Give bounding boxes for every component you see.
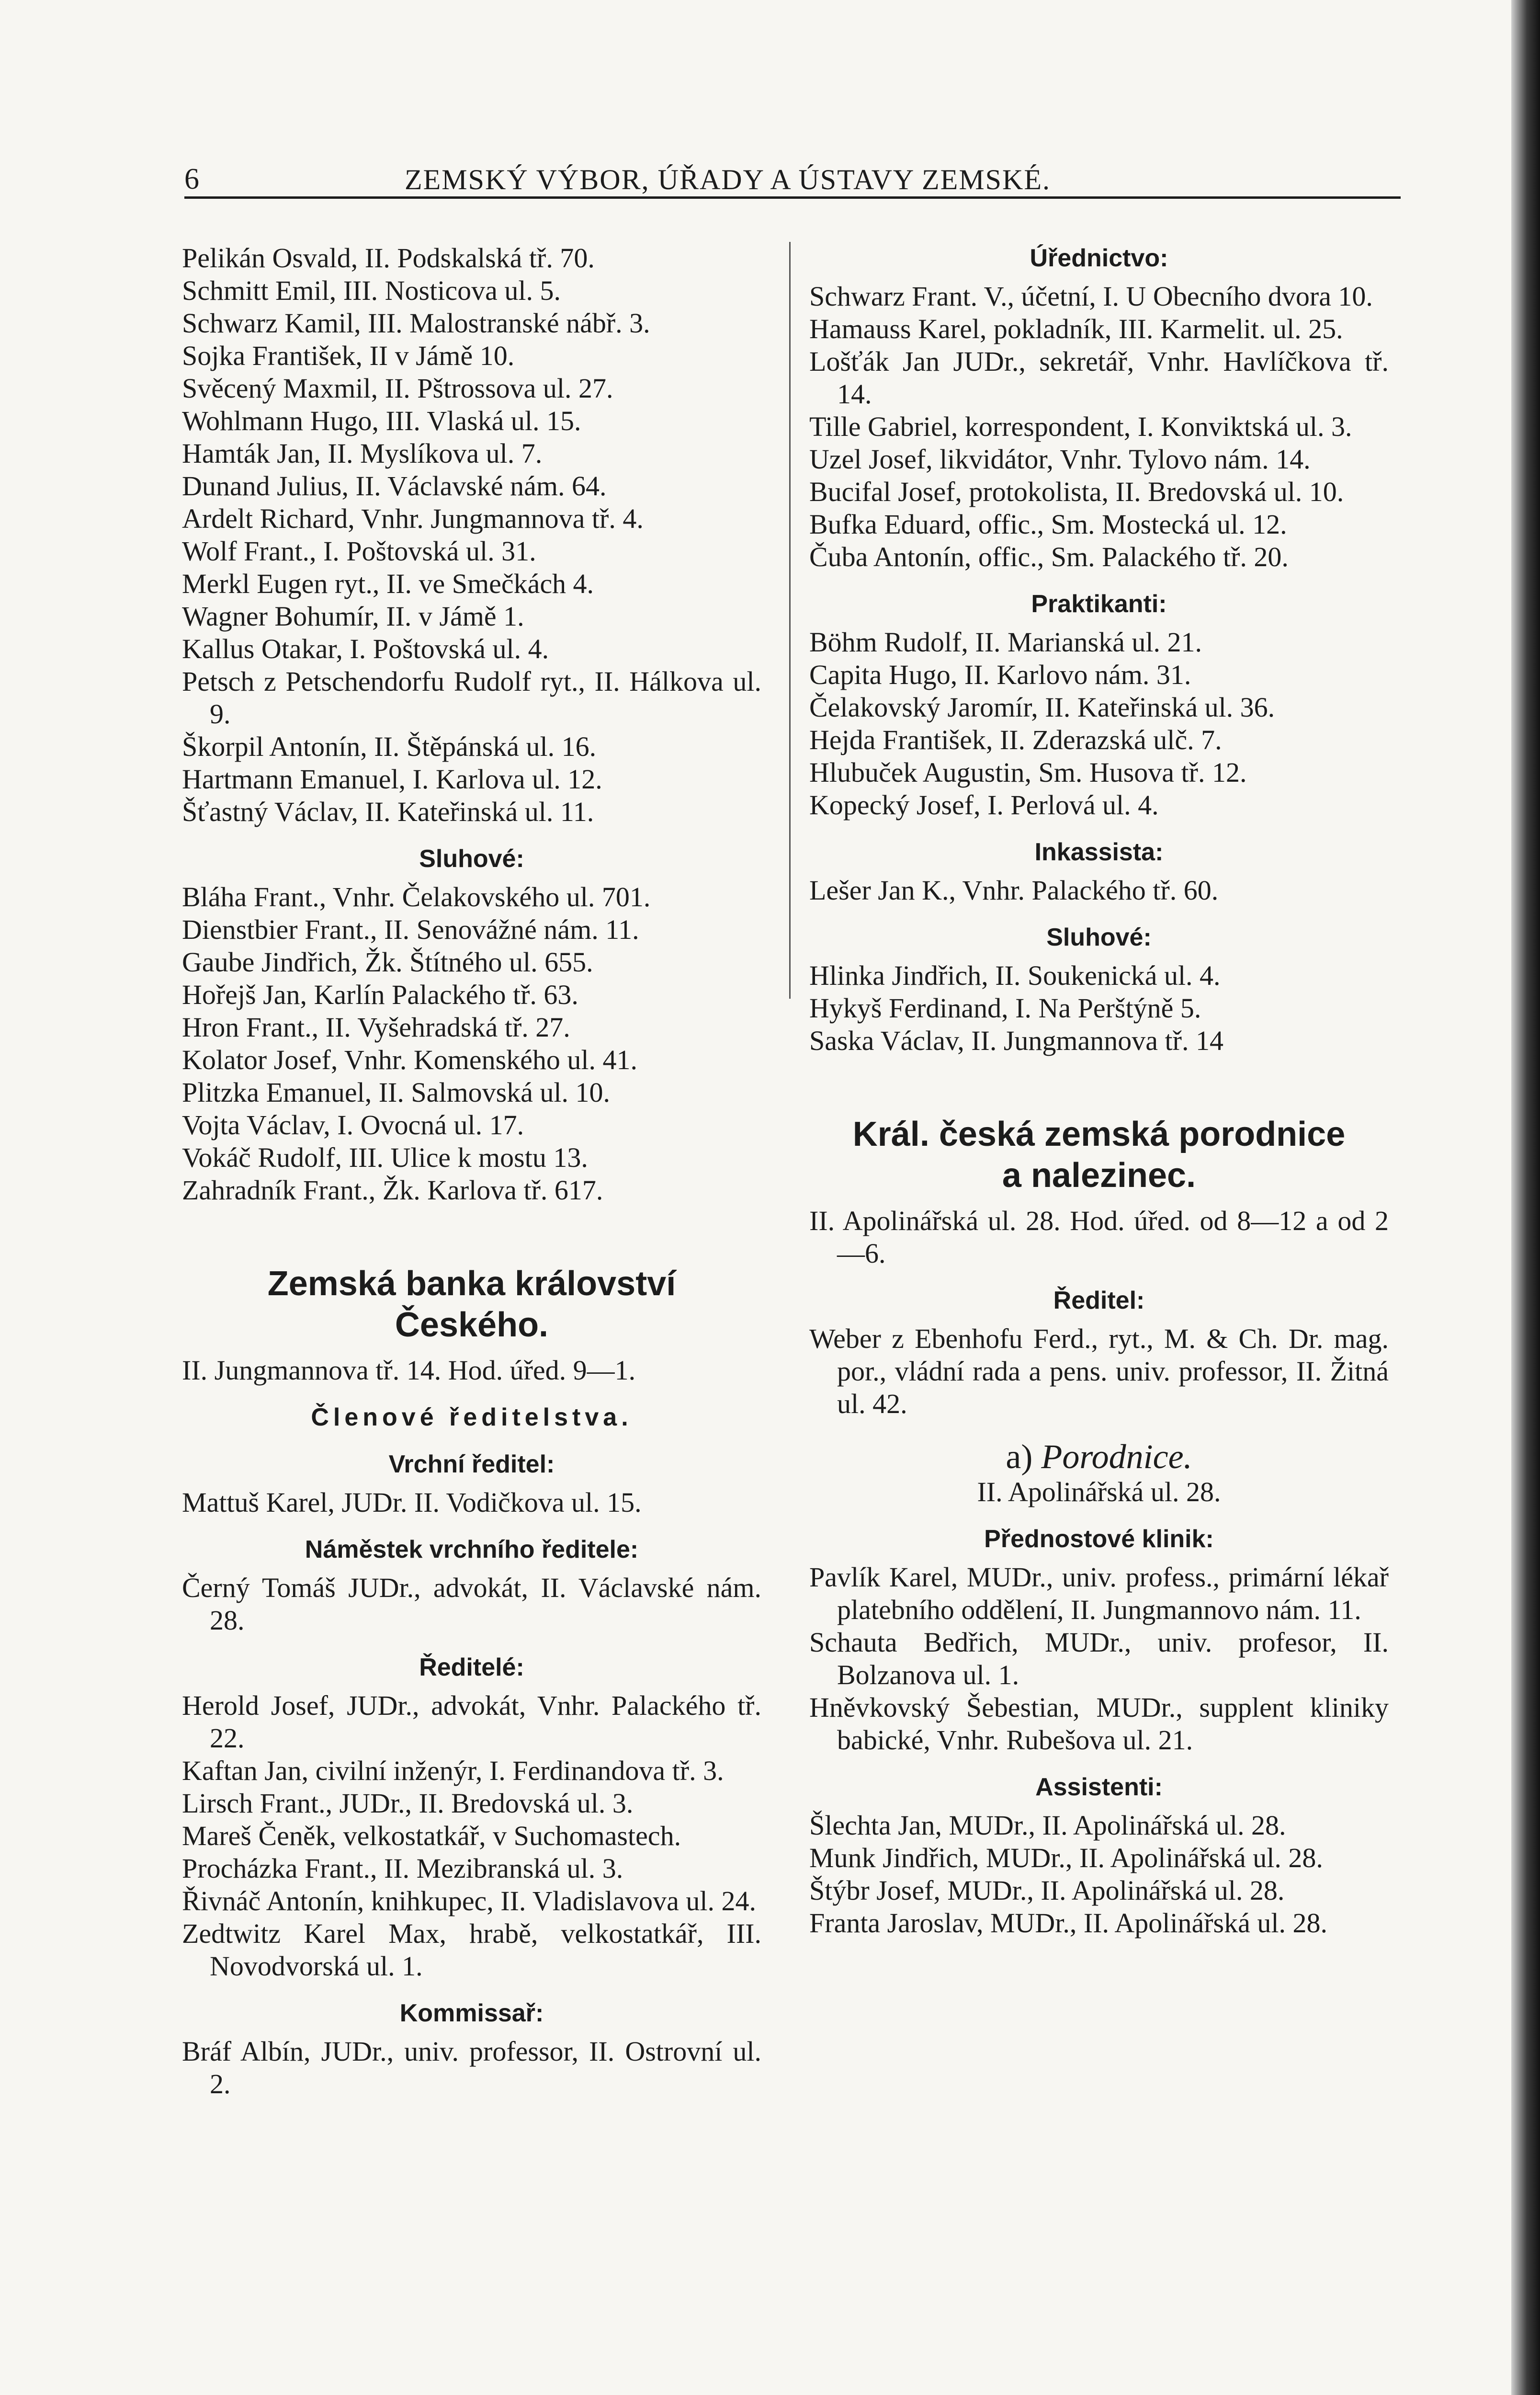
subsection-title: Porodnice.: [1041, 1437, 1192, 1476]
list-item: Vojta Václav, I. Ovocná ul. 17.: [182, 1109, 524, 1140]
section-heading-inkassista: Inkassista:: [1034, 838, 1164, 866]
list-item: Merkl Eugen ryt., II. ve Smečkách 4.: [182, 568, 594, 599]
page-header: [184, 144, 1401, 199]
list-item: Svěcený Maxmil, II. Pštrossova ul. 27.: [182, 373, 613, 404]
column-divider: [789, 242, 791, 999]
left-column: [182, 242, 761, 2100]
list-item: Schwarz Frant. V., účetní, I. U Obecního dvora 10.: [809, 281, 1373, 312]
porodnice-address: II. Apolinářská ul. 28. Hod. úřed. od 8—12 a od 2—6.: [809, 1205, 1389, 1269]
list-item: Gaube Jindřich, Žk. Štítného ul. 655.: [182, 947, 593, 978]
list-item: Wolf Frant., I. Poštovská ul. 31.: [182, 536, 536, 567]
section-heading-sluhove: Sluhové:: [1046, 924, 1152, 951]
list-item: Hamták Jan, II. Myslíkova ul. 7.: [182, 438, 543, 469]
section-heading-kommissar: Kommissař:: [399, 1999, 544, 2027]
bank-title: [182, 1263, 761, 1346]
list-item: Černý Tomáš JUDr., advokát, II. Václavské nám. 28.: [182, 1572, 761, 1636]
list-item: Herold Josef, JUDr., advokát, Vnhr. Palackého tř. 22.: [182, 1690, 761, 1754]
section-heading-assistenti: Assistenti:: [1035, 1773, 1163, 1801]
scan-edge: [1511, 0, 1540, 2395]
section-heading-reditele: Ředitelé:: [419, 1654, 524, 1681]
list-item: Lešer Jan K., Vnhr. Palackého tř. 60.: [809, 875, 1219, 906]
subsection-label: a): [1006, 1437, 1033, 1476]
list-item: Petsch z Petschendorfu Rudolf ryt., II. Hálkova ul. 9.: [182, 666, 761, 730]
list-item: Pelikán Osvald, II. Podskalská tř. 70.: [182, 242, 595, 274]
porodnice-title-line: a nalezinec.: [1002, 1156, 1196, 1195]
member-list: [182, 242, 761, 828]
list-item: Wagner Bohumír, II. v Jámě 1.: [182, 601, 524, 632]
list-item: Wohlmann Hugo, III. Vlaská ul. 15.: [182, 405, 581, 436]
assistenti-list: [809, 1809, 1389, 1939]
list-item: Hykyš Ferdinand, I. Na Perštýně 5.: [809, 992, 1201, 1024]
list-item: Böhm Rudolf, II. Marianská ul. 21.: [809, 627, 1202, 658]
list-item: Štýbr Josef, MUDr., II. Apolinářská ul. 28.: [809, 1875, 1285, 1906]
list-item: Čuba Antonín, offic., Sm. Palackého tř. 20.: [809, 541, 1289, 572]
list-item: Bucifal Josef, protokolista, II. Bredovská ul. 10.: [809, 476, 1344, 507]
list-item: Zahradník Frant., Žk. Karlova tř. 617.: [182, 1175, 603, 1206]
subsection-heading-porodnice: [809, 1437, 1389, 1476]
list-item: Dunand Julius, II. Václavské nám. 64.: [182, 470, 607, 502]
prednostove-list: [809, 1561, 1389, 1756]
list-item: Zedtwitz Karel Max, hrabě, velkostatkář, III. Novodvorská ul. 1.: [182, 1918, 761, 1982]
list-item: Hlinka Jindřich, II. Soukenická ul. 4.: [809, 960, 1221, 991]
list-item: Mareš Čeněk, velkostatkář, v Suchomastech.: [182, 1820, 681, 1851]
bank-address: II. Jungmannova tř. 14. Hod. úřed. 9—1.: [182, 1355, 636, 1386]
list-item: Šlechta Jan, MUDr., II. Apolinářská ul. 28.: [809, 1810, 1286, 1841]
list-item: Saska Václav, II. Jungmannova tř. 14: [809, 1025, 1223, 1056]
list-item: Kolator Josef, Vnhr. Komenského ul. 41.: [182, 1044, 637, 1075]
list-item: Hron Frant., II. Vyšehradská tř. 27.: [182, 1012, 570, 1043]
list-item: Hamauss Karel, pokladník, III. Karmelit. ul. 25.: [809, 313, 1343, 344]
list-item: Schauta Bedřich, MUDr., univ. profesor, II. Bolzanova ul. 1.: [809, 1627, 1389, 1690]
list-item: Hlubuček Augustin, Sm. Husova tř. 12.: [809, 757, 1247, 788]
list-item: Lirsch Frant., JUDr., II. Bredovská ul. 3.: [182, 1788, 634, 1819]
bank-title-line: Českého.: [395, 1306, 549, 1344]
list-item: Bufka Eduard, offic., Sm. Mostecká ul. 12.: [809, 509, 1287, 540]
section-heading-namestek: Náměstek vrchního ředitele:: [305, 1536, 639, 1563]
list-item: Kopecký Josef, I. Perlová ul. 4.: [809, 789, 1159, 821]
list-item: Procházka Frant., II. Mezibranská ul. 3.: [182, 1853, 623, 1884]
list-item: Škorpil Antonín, II. Štěpánská ul. 16.: [182, 731, 597, 762]
section-heading-praktikanti: Praktikanti:: [1031, 590, 1167, 618]
praktikanti-list: [809, 626, 1389, 821]
list-item: Capita Hugo, II. Karlovo nám. 31.: [809, 659, 1191, 690]
list-item: Uzel Josef, likvidátor, Vnhr. Tylovo nám. 14.: [809, 444, 1311, 475]
list-item: Vokáč Rudolf, III. Ulice k mostu 13.: [182, 1142, 588, 1173]
list-item: Schwarz Kamil, III. Malostranské nábř. 3.: [182, 308, 650, 339]
sluhove-list: [809, 959, 1389, 1057]
list-item: Hartmann Emanuel, I. Karlova ul. 12.: [182, 764, 602, 795]
list-item: Tille Gabriel, korrespondent, I. Konviktská ul. 3.: [809, 411, 1352, 442]
list-item: Munk Jindřich, MUDr., II. Apolinářská ul. 28.: [809, 1842, 1323, 1873]
reditele-list: [182, 1689, 761, 1983]
right-column: [809, 242, 1389, 1939]
list-item: Sojka František, II v Jámě 10.: [182, 340, 515, 371]
list-item: Kallus Otakar, I. Poštovská ul. 4.: [182, 633, 549, 664]
sluhove-list: [182, 881, 761, 1207]
page-title: ZEMSKÝ VÝBOR, ÚŘADY A ÚSTAVY ZEMSKÉ.: [405, 164, 1051, 195]
porodnice-title-line: Král. česká zemská porodnice: [852, 1115, 1346, 1153]
list-item: Čelakovský Jaromír, II. Kateřinská ul. 36.: [809, 692, 1275, 723]
subsection-address: II. Apolinářská ul. 28.: [977, 1476, 1221, 1507]
list-item: Franta Jaroslav, MUDr., II. Apolinářská ul. 28.: [809, 1907, 1327, 1939]
list-item: Plitzka Emanuel, II. Salmovská ul. 10.: [182, 1077, 611, 1108]
section-heading-vrchni-reditel: Vrchní ředitel:: [388, 1450, 555, 1478]
list-item: Bráf Albín, JUDr., univ. professor, II. Ostrovní ul. 2.: [182, 2036, 761, 2099]
bank-title-line: Zemská banka království: [267, 1265, 676, 1303]
section-heading-prednostove: Přednostové klinik:: [984, 1525, 1214, 1553]
list-item: Lošťák Jan JUDr., sekretář, Vnhr. Havlíčkova tř. 14.: [809, 346, 1389, 410]
porodnice-title: [809, 1114, 1389, 1196]
list-item: Hejda František, II. Zderazská ulč. 7.: [809, 724, 1222, 755]
list-item: Bláha Frant., Vnhr. Čelakovského ul. 701.: [182, 881, 651, 912]
list-item: Schmitt Emil, III. Nosticova ul. 5.: [182, 275, 561, 306]
list-item: Kaftan Jan, civilní inženýr, I. Ferdinandova tř. 3.: [182, 1755, 724, 1786]
list-item: Pavlík Karel, MUDr., univ. profess., primární lékař platebního oddělení, II. Jungmannovo nám. 11.: [809, 1562, 1389, 1625]
list-item: Řivnáč Antonín, knihkupec, II. Vladislavova ul. 24.: [182, 1885, 757, 1916]
section-heading-urednictvo: Úřednictvo:: [1030, 244, 1168, 272]
section-heading-clenove: Členové ředitelstva.: [311, 1403, 633, 1431]
section-heading-reditel: Ředitel:: [1053, 1287, 1145, 1314]
list-item: Mattuš Karel, JUDr. II. Vodičkova ul. 15.: [182, 1487, 642, 1518]
list-item: Weber z Ebenhofu Ferd., ryt., M. & Ch. Dr. mag. por., vládní rada a pens. univ. professor, II. Žitná ul. 42.: [809, 1323, 1389, 1419]
list-item: Ardelt Richard, Vnhr. Jungmannova tř. 4.: [182, 503, 644, 534]
page-number: 6: [184, 163, 199, 195]
urednictvo-list: [809, 280, 1389, 573]
list-item: Dienstbier Frant., II. Senovážné nám. 11.: [182, 914, 639, 945]
list-item: Hořejš Jan, Karlín Palackého tř. 63.: [182, 979, 578, 1010]
section-heading-sluhove: Sluhové:: [419, 845, 524, 873]
list-item: Šťastný Václav, II. Kateřinská ul. 11.: [182, 796, 594, 827]
list-item: Hněvkovský Šebestian, MUDr., supplent kliniky babické, Vnhr. Rubešova ul. 21.: [809, 1692, 1389, 1756]
